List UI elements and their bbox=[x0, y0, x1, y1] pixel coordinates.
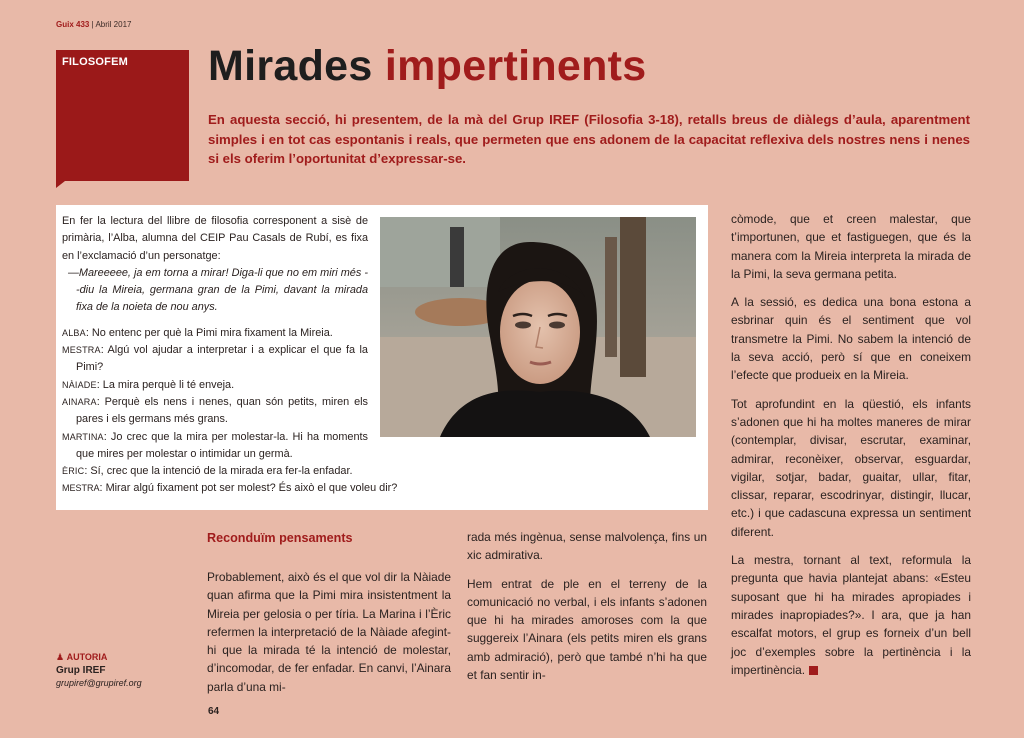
column-3 bbox=[731, 210, 971, 689]
paragraph: rada més ingènua, sense malvolença, fins un xic admirativa. bbox=[467, 530, 707, 563]
author-label-row bbox=[56, 651, 142, 664]
author-email: grupiref@grupiref.org bbox=[56, 678, 142, 688]
dialog-line bbox=[62, 342, 368, 377]
paragraph: Probablement, això és el que vol dir la Nàiade quan afirma que la Pimi mira insistentment la Mireia per gelosia o per tíria. La Marina i l’Èric refermen la interpretació de la Nàiade afegint-hi que la mirada té la intenció de molestar, d’incomodar, de fer enfadar. En canvi, l’Ainara parla d’una mi- bbox=[207, 570, 451, 694]
dialog-line-text: : La mira perquè li té enveja. bbox=[96, 378, 235, 391]
paragraph-last bbox=[731, 551, 971, 679]
dialog-line bbox=[62, 463, 368, 480]
dialog-line-text: : Jo crec que la mira per molestar-la. Hi ha moments que mires per molestar o intimidar un germà. bbox=[76, 430, 368, 460]
dialog-line bbox=[62, 325, 368, 342]
speaker-name: MESTRA bbox=[62, 345, 101, 356]
dialog-line-text: : Sí, crec que la intenció de la mirada era fer-la enfadar. bbox=[84, 465, 353, 478]
speaker-name: MESTRA bbox=[62, 483, 100, 493]
paragraph: A la sessió, es dedica una bona estona a esbrinar quin és el sentiment que vol transmetre la Pimi. No sabem la intenció de la seva acció, però sí que en coneixem l’efecte que produeix en la Mireia. bbox=[731, 295, 971, 383]
speaker-name: AINARA bbox=[62, 396, 97, 407]
dialog-line bbox=[62, 394, 368, 429]
dialog-lead: En fer la lectura del llibre de filosofia corresponent a sisè de primària, l’Alba, alumna del CEIP Pau Casals de Rubí, es fixa en l’exclamació d’un personatge: bbox=[62, 215, 368, 262]
magazine-issue: Guix 433 bbox=[56, 20, 90, 29]
title-part-1: Mirades bbox=[208, 42, 373, 90]
column-1 bbox=[207, 568, 451, 706]
column-2 bbox=[467, 528, 707, 694]
dialog-line-text: : Mirar algú fixament pot ser molest? És això el que voleu dir? bbox=[99, 482, 398, 494]
subheading: Reconduïm pensaments bbox=[207, 531, 353, 545]
section-box-tail bbox=[56, 181, 65, 188]
speaker-name: ALBA bbox=[62, 327, 86, 338]
title-part-2: impertinents bbox=[384, 42, 647, 90]
article-intro: En aquesta secció, hi presentem, de la mà del Grup IREF (Filosofia 3-18), retalls breus de diàlegs d’aula, aparentment simples i en tot cas espontanis i reals, que permeten que ens adonem de la capacitat reflexiva dels nostres nens i nenes si els oferim l’oportunitat d’expressar-se. bbox=[208, 112, 970, 166]
speaker-name: NÀIADE bbox=[62, 379, 97, 390]
section-label: FILOSOFEM bbox=[62, 56, 128, 68]
dialog-line-text: : Perquè els nens i nenes, quan són petits, miren els pares i els germans més grans. bbox=[76, 395, 368, 426]
paragraph-text: La mestra, tornant al text, reformula la pregunta que havia plantejat abans: «Esteu suposant que hi ha mirades apropiades i mirades inapropiades?». I ara, que ja han escalfat motors, el grup es forneix d’un bell joc d’exemples sobre la pertinència i la impertinència. bbox=[731, 553, 971, 677]
paragraph: còmode, que et creen malestar, que t’importunen, que et fastiguegen, que és la manera com la Mireia interpreta la mirada de la Pimi, la seva germana petita. bbox=[731, 212, 971, 281]
speaker-name: ÈRIC bbox=[62, 466, 85, 477]
girl-photo bbox=[380, 217, 696, 437]
dialog-quote: —Mareeeee, ja em torna a mirar! Diga-li que no em miri més --diu la Mireia, germana gran de la Pimi, davant la mirada fixa de la noieta de nou anys. bbox=[68, 266, 368, 314]
dialog-text bbox=[62, 213, 368, 480]
dialog-line-text: : Algú vol ajudar a interpretar i a explicar el que fa la Pimi? bbox=[76, 344, 368, 374]
dialog-line bbox=[62, 377, 368, 394]
dialog-line-text: : No entenc per què la Pimi mira fixament la Mireia. bbox=[85, 326, 333, 339]
issue-date: Abril 2017 bbox=[95, 20, 132, 29]
speaker-name: MARTINA bbox=[62, 431, 104, 442]
author-block bbox=[56, 651, 142, 690]
author-name: Grup IREF bbox=[56, 665, 106, 676]
dialog-line bbox=[62, 429, 368, 464]
page-number: 64 bbox=[208, 706, 220, 717]
person-icon: ♟ bbox=[56, 652, 65, 662]
paragraph: Tot aprofundint en la qüestió, els infants s’adonen que hi ha moltes maneres de mirar (contemplar, divisar, escrutar, examinar, admirar, reconèixer, observar, esguardar, vigilar, sotjar, badar, guaitar, ullar, fitar, clissar, reparar, escodrinyar, distingir, llucar, etc.) i que cadascuna expressa un sentiment diferent. bbox=[731, 396, 971, 539]
photo-illustration bbox=[380, 217, 696, 437]
author-label: AUTORIA bbox=[66, 652, 108, 662]
running-header: Guix 433 | Abril 2017 bbox=[56, 20, 132, 29]
dialog-line-last bbox=[62, 480, 702, 497]
article-title bbox=[208, 42, 647, 91]
section-box bbox=[56, 50, 189, 181]
end-mark-icon bbox=[809, 666, 818, 675]
paragraph: Hem entrat de ple en el terreny de la comunicació no verbal, i els infants s’adonen que hi ha mirades amoroses com la que suggereix l’Ainara (els petits miren els grans amb admiració), però que també n’hi ha que et fan sentir in- bbox=[467, 576, 707, 683]
